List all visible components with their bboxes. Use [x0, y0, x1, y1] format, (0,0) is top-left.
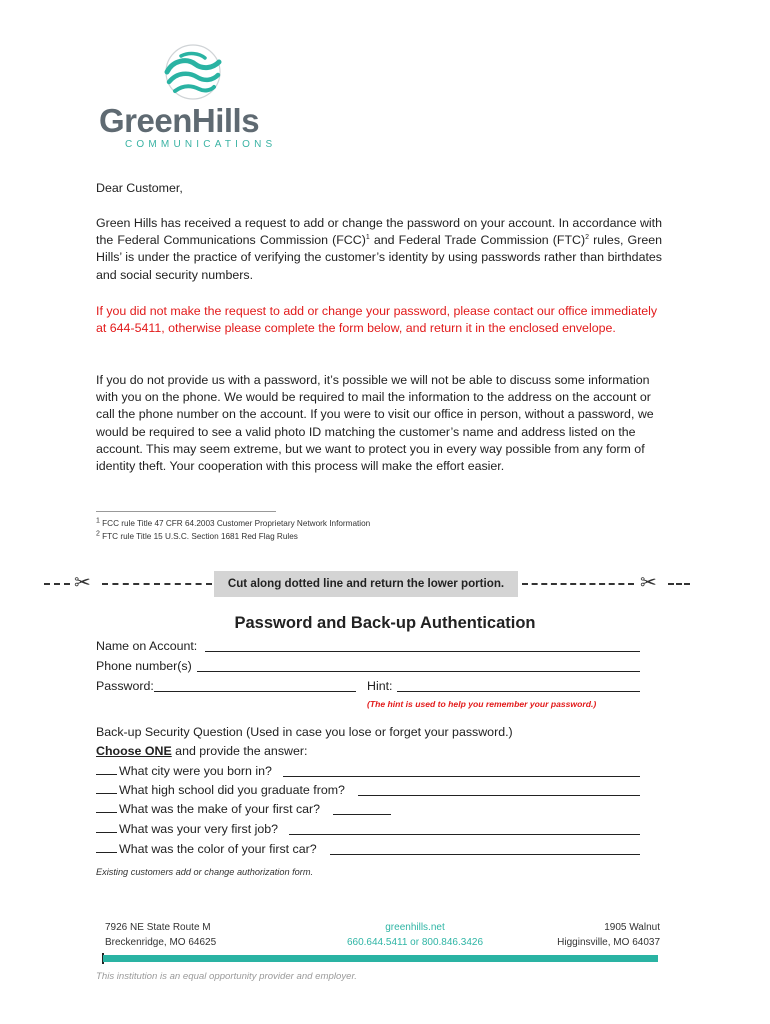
paragraph-intro-part-b: and Federal Trade Commission (FTC): [369, 233, 586, 248]
cut-line-left-short: [44, 583, 70, 585]
logo-sub-text: COMMUNICATIONS: [125, 139, 277, 150]
question-2-checkbox[interactable]: [96, 781, 117, 794]
scissors-right-icon: ✂: [640, 572, 657, 594]
question-4-checkbox[interactable]: [96, 820, 117, 833]
hint-field[interactable]: [397, 691, 640, 692]
footer-bar: [103, 955, 658, 962]
greeting: Dear Customer,: [96, 181, 183, 195]
hint-label: Hint:: [367, 679, 393, 693]
question-1: [96, 762, 272, 780]
footnote-1-number: 1: [96, 517, 100, 525]
question-3: [96, 800, 320, 818]
name-field[interactable]: [205, 651, 640, 652]
phone-field[interactable]: [197, 671, 640, 672]
form-title: Password and Back-up Authentication: [234, 614, 536, 632]
footnote-2: [96, 532, 298, 541]
footnote-ref-1: 1: [365, 234, 370, 242]
cut-line-right-short: [668, 583, 690, 585]
footnote-1: [96, 519, 370, 528]
footnote-ref-2: 2: [585, 234, 590, 242]
footer-website-link[interactable]: greenhills.net: [385, 922, 445, 933]
question-4-answer[interactable]: [289, 834, 640, 835]
footer-left-line1: 7926 NE State Route M: [105, 922, 211, 933]
company-logo: [95, 42, 295, 152]
footer-right-address: [500, 920, 660, 950]
paragraph-intro-part-a: Green Hills has received a request to add or change the password on your account. In accordance with the Federal Communications Commission (FCC): [96, 216, 662, 248]
question-3-checkbox[interactable]: [96, 800, 117, 813]
question-5-answer[interactable]: [330, 854, 640, 855]
paragraph-intro-part-c: rules, Green Hills’ is under the practice of verifying the customer’s identity by using passwords rather than birthdates and social security numbers.: [96, 233, 662, 282]
paragraph-warning: If you did not make the request to add or change your password, please contact our office immediately at 644-5411, otherwise please complete the form below, and return it in the enclosed envelope.: [96, 304, 658, 336]
question-5: [96, 840, 317, 858]
cut-line-right: [522, 583, 634, 585]
footnote-1-text: FCC rule Title 47 CFR 64.2003 Customer Proprietary Network Information: [99, 519, 371, 528]
password-field[interactable]: [154, 691, 356, 692]
footnote-2-number: 2: [96, 530, 100, 538]
name-label: Name on Account:: [96, 639, 198, 653]
greenhills-logo-icon: [161, 42, 225, 106]
choose-rest: and provide the answer:: [171, 744, 308, 758]
hint-note: (The hint is used to help you remember your password.): [367, 699, 597, 709]
question-3-label: What was the make of your first car?: [119, 802, 321, 816]
footer-left-address: [105, 920, 216, 950]
footnote-divider: [96, 511, 276, 512]
choose-one-emphasis: Choose ONE: [96, 744, 172, 758]
question-1-label: What city were you born in?: [119, 764, 272, 778]
question-2-answer[interactable]: [358, 795, 640, 796]
question-2-label: What high school did you graduate from?: [119, 783, 345, 797]
question-4-label: What was your very first job?: [119, 822, 279, 836]
question-4: [96, 820, 278, 838]
paragraph-info: If you do not provide us with a password, it’s possible we will not be able to discuss some information with you on the phone. We would be required to mail the information to the address on the account or call the phone number on the account. If you were to visit our office in person, without a password, we would be required to see a valid photo ID matching the customer’s name and address listed on the account. This may seem extreme, but we want to protect you in every way possible from any form of identity theft. Your cooperation with this process will make the effort easier.: [96, 373, 654, 474]
question-1-answer[interactable]: [283, 776, 640, 777]
backup-intro: Back-up Security Question (Used in case you lose or forget your password.): [96, 725, 513, 739]
phone-label: Phone number(s): [96, 659, 192, 673]
question-5-checkbox[interactable]: [96, 840, 117, 853]
cut-instruction: Cut along dotted line and return the lower portion.: [214, 571, 518, 597]
logo-brand-text: GreenHills: [99, 102, 260, 139]
password-label: Password:: [96, 679, 154, 693]
footer-left-line2: Breckenridge, MO 64625: [105, 937, 217, 948]
paragraph-intro: [96, 215, 662, 284]
question-1-checkbox[interactable]: [96, 762, 117, 775]
question-3-answer[interactable]: [333, 814, 391, 815]
footnote-2-text: FTC rule Title 15 U.S.C. Section 1681 Red Flag Rules: [99, 532, 298, 541]
authorization-note: Existing customers add or change authorization form.: [96, 867, 314, 877]
footer-right-line1: 1905 Walnut: [604, 922, 660, 933]
cut-line-left: [102, 583, 212, 585]
footer-right-line2: Higginsville, MO 64037: [557, 937, 660, 948]
equal-opportunity-statement: This institution is an equal opportunity provider and employer.: [96, 971, 357, 982]
footer-phone-numbers: 660.644.5411 or 800.846.3426: [346, 937, 484, 948]
question-5-label: What was the color of your first car?: [119, 842, 317, 856]
choose-instruction: [96, 742, 307, 760]
scissors-left-icon: ✂: [74, 572, 91, 594]
question-2: [96, 781, 345, 799]
